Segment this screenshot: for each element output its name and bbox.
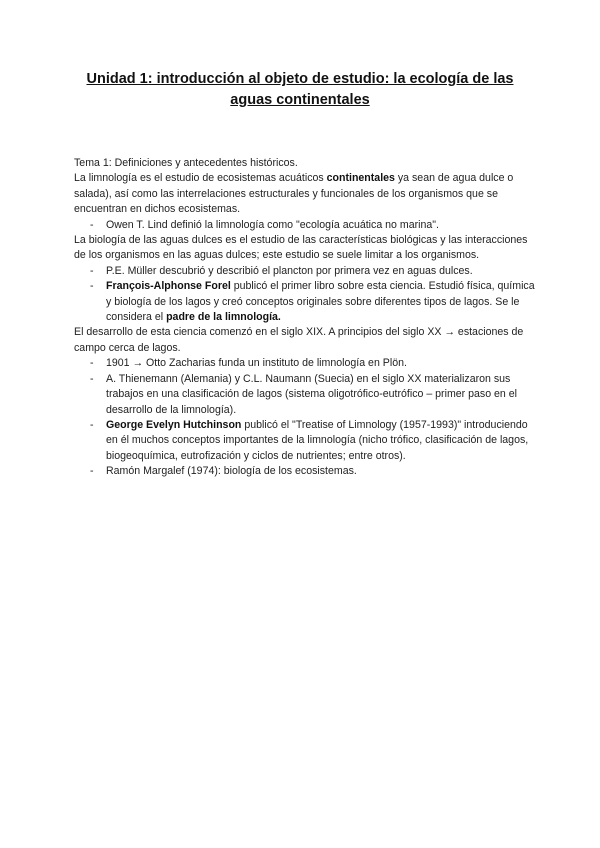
bold-forel: François-Alphonse Forel bbox=[106, 280, 231, 293]
bold-hutchinson: George Evelyn Hutchinson bbox=[106, 418, 242, 431]
bullet-list-history bbox=[74, 356, 536, 479]
list-item bbox=[74, 279, 536, 325]
bold-continentales: continentales bbox=[326, 172, 395, 185]
dash-marker: - bbox=[90, 280, 94, 293]
bullet-text: publicó el primer libro sobre esta ciencia. Estudió física, química y biología de los lagos y creó conceptos originales sobre diferentes tipos de lagos. Se le considera el bbox=[106, 280, 535, 324]
bold-padre-limnologia: padre de la limnología. bbox=[166, 311, 281, 324]
dash-marker: - bbox=[90, 218, 94, 231]
paragraph-definicion-text-c: ya sean de agua dulce o salada), así como las interrelaciones estructurales y funcionales de los organismos que se encuentran en dichos ecosistemas. bbox=[74, 172, 514, 216]
dash-marker: - bbox=[90, 465, 94, 478]
list-item bbox=[74, 356, 536, 371]
bullet-text: A. Thienemann (Alemania) y C.L. Naumann (Suecia) en el siglo XX materializaron sus trabajos en una clasificación de lagos (sistema oligotrófico-eutrófico – primer paso en el desarrollo de la limnología). bbox=[106, 372, 518, 416]
dash-marker: - bbox=[90, 264, 94, 277]
list-item bbox=[74, 372, 536, 418]
bullet-text: publicó el "Treatise of Limnology (1957-1993)" introduciendo en él muchos conceptos importantes de la limnología (nicho trófico, clasificación de lagos, biogeoquímica, eutrofización y ciclos de nutrientes; entre otros). bbox=[106, 418, 529, 462]
list-item bbox=[74, 264, 536, 279]
bullet-list-pioneers bbox=[74, 264, 536, 326]
title-line-1: Unidad 1: introducción al objeto de estudio: la ecología de las bbox=[86, 71, 514, 87]
paragraph-biologia: La biología de las aguas dulces es el estudio de las características biológicas y las interacciones de los organismos en las aguas dulces; este estudio se suele limitar a los organismos. bbox=[74, 234, 528, 262]
dash-marker: - bbox=[90, 372, 94, 385]
bullet-text: P.E. Müller descubrió y describió el plancton por primera vez en aguas dulces. bbox=[106, 264, 473, 277]
bullet-text: 1901 → Otto Zacharias funda un instituto de limnología en Plön. bbox=[106, 357, 407, 370]
title-line-2: aguas continentales bbox=[230, 92, 370, 108]
paragraph-definicion-text-a: La limnología es el estudio de ecosistemas acuáticos bbox=[74, 172, 327, 185]
list-item bbox=[74, 218, 536, 233]
list-item bbox=[74, 464, 536, 479]
document-title bbox=[60, 69, 540, 111]
dash-marker: - bbox=[90, 357, 94, 370]
bullet-list-lind bbox=[74, 218, 536, 233]
bullet-text: Ramón Margalef (1974): biología de los ecosistemas. bbox=[106, 465, 357, 478]
paragraph-definicion bbox=[74, 171, 536, 217]
tema-heading: Tema 1: Definiciones y antecedentes históricos. bbox=[74, 157, 298, 169]
dash-marker: - bbox=[90, 418, 94, 431]
bullet-text: Owen T. Lind definió la limnología como "ecología acuática no marina". bbox=[106, 218, 439, 231]
paragraph-desarrollo: El desarrollo de esta ciencia comenzó en el siglo XIX. A principios del siglo XX → estaciones de campo cerca de lagos. bbox=[74, 326, 524, 354]
list-item bbox=[74, 418, 536, 464]
document-body bbox=[74, 156, 536, 480]
